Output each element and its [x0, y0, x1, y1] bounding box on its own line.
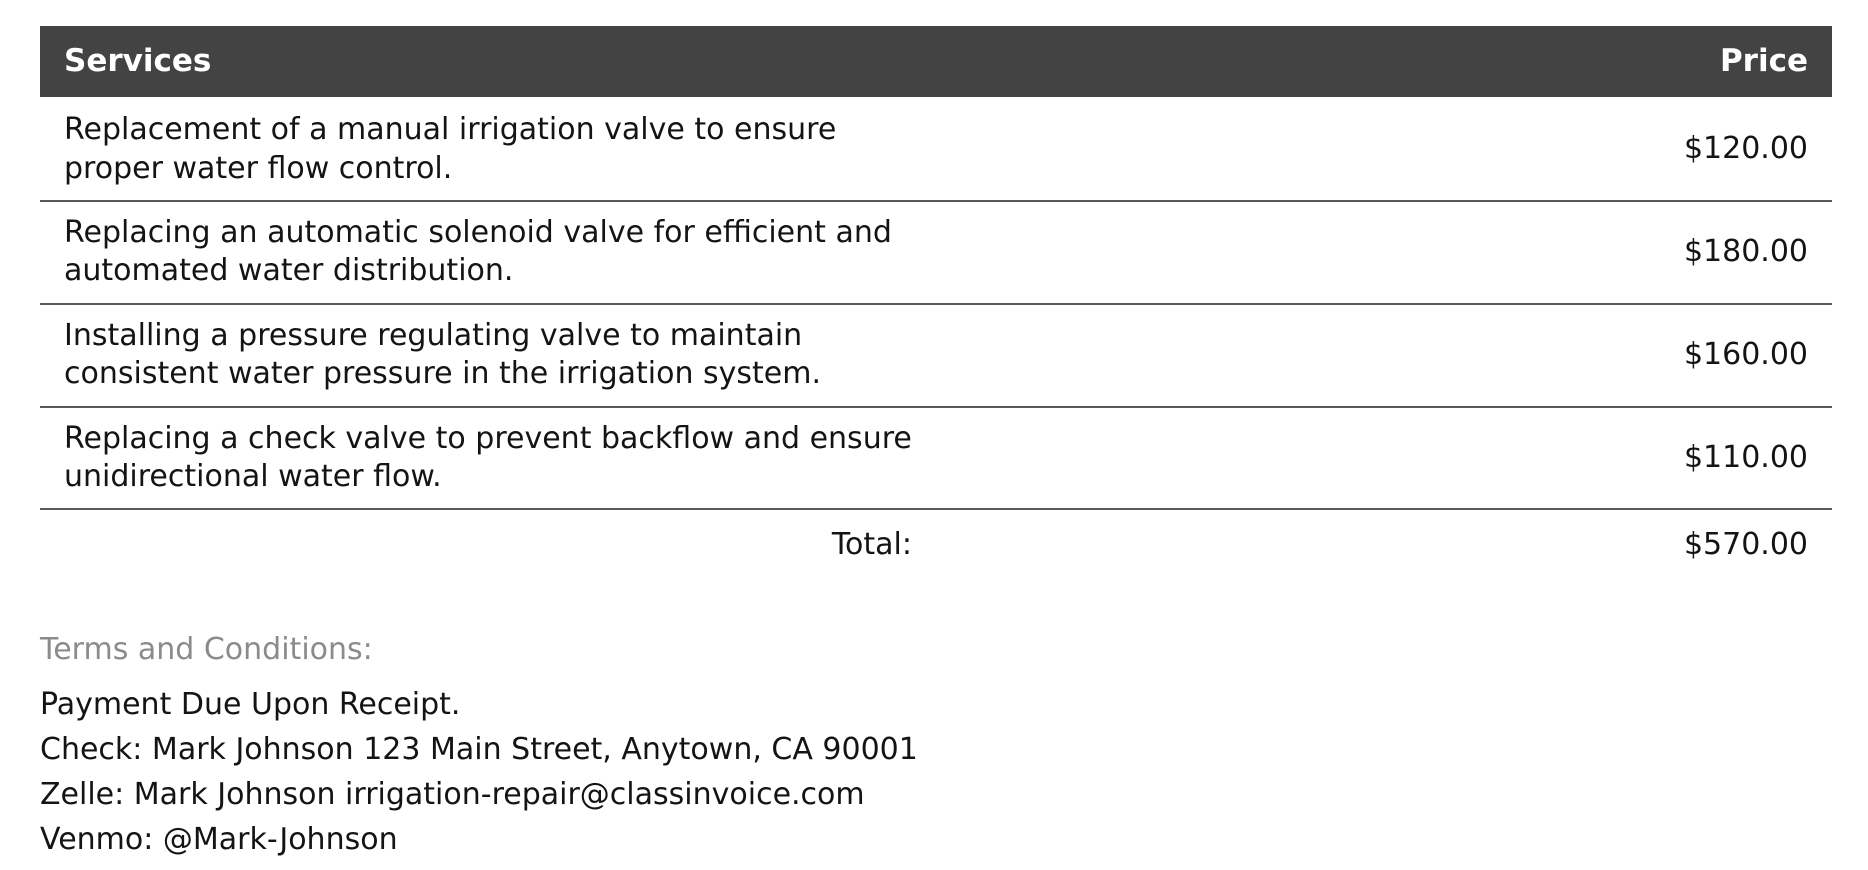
service-price: $120.00	[936, 97, 1832, 201]
total-row	[40, 509, 1832, 570]
terms-and-conditions-section	[40, 627, 1828, 862]
service-description: Replacing an automatic solenoid valve for efficient and automated water distribution.	[40, 201, 936, 304]
column-header-services: Services	[40, 26, 936, 97]
service-description: Installing a pressure regulating valve to maintain consistent water pressure in the irrigation system.	[40, 304, 936, 407]
service-price: $110.00	[936, 407, 1832, 510]
service-price: $180.00	[936, 201, 1832, 304]
terms-line-venmo: Venmo: @Mark-Johnson	[40, 821, 398, 857]
service-price: $160.00	[936, 304, 1832, 407]
table-row	[40, 201, 1832, 304]
terms-title: Terms and Conditions:	[40, 631, 373, 667]
service-description: Replacement of a manual irrigation valve to ensure proper water flow control.	[40, 97, 936, 201]
table-header	[40, 26, 1832, 97]
total-label: Total:	[831, 527, 912, 563]
table-row	[40, 97, 1832, 201]
services-price-table	[40, 26, 1832, 571]
terms-line-check: Check: Mark Johnson 123 Main Street, Anytown, CA 90001	[40, 731, 918, 767]
table-body	[40, 97, 1832, 571]
service-description: Replacing a check valve to prevent backflow and ensure unidirectional water flow.	[40, 407, 936, 510]
terms-line-zelle: Zelle: Mark Johnson irrigation-repair@classinvoice.com	[40, 776, 865, 812]
table-row	[40, 407, 1832, 510]
table-header-row	[40, 26, 1832, 97]
column-header-price: Price	[936, 26, 1832, 97]
terms-line-payment: Payment Due Upon Receipt.	[40, 686, 461, 722]
total-value: $570.00	[1683, 527, 1808, 563]
table-row	[40, 304, 1832, 407]
